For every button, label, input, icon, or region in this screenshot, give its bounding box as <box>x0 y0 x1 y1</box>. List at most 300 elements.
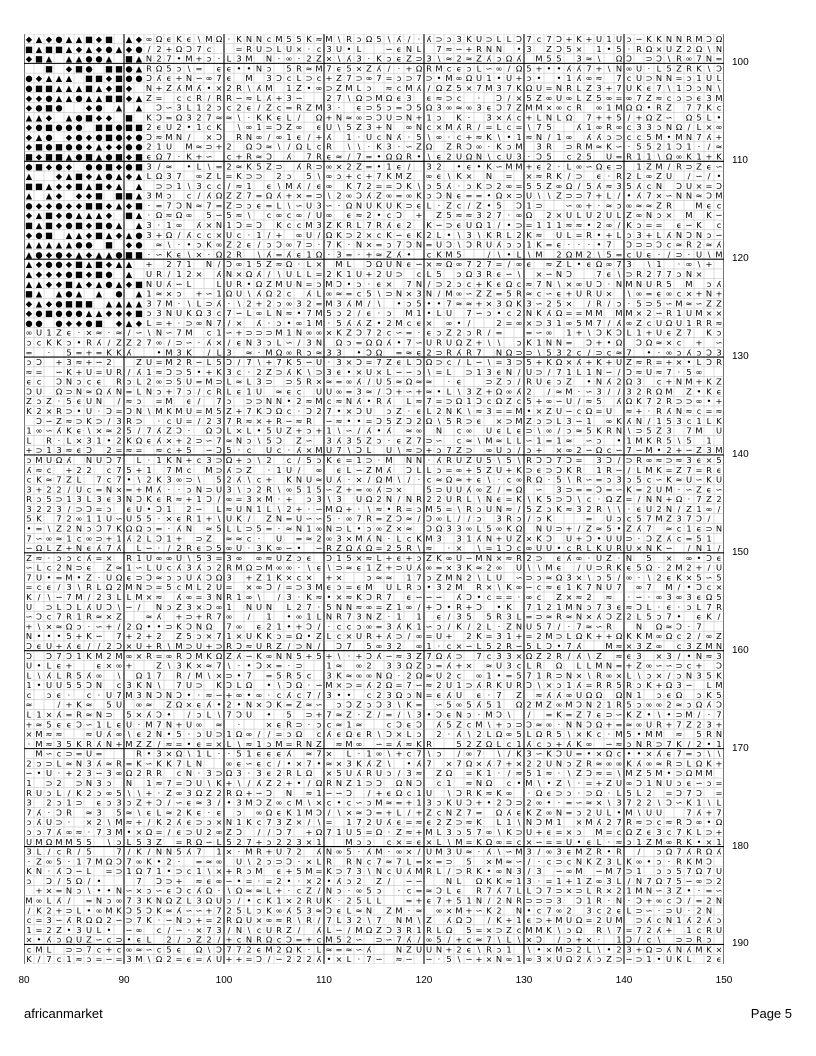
svg-text:5: 5 <box>546 347 551 357</box>
svg-text:L: L <box>217 504 222 514</box>
svg-text:▲: ▲ <box>66 230 73 240</box>
svg-text:L: L <box>707 112 712 122</box>
svg-text:2: 2 <box>46 484 51 494</box>
svg-text:ʎ: ʎ <box>357 318 362 328</box>
svg-text:c: c <box>247 445 252 455</box>
svg-text:\: \ <box>258 592 261 602</box>
svg-text:ϵ: ϵ <box>356 563 361 573</box>
svg-text:⊃: ⊃ <box>676 661 683 671</box>
svg-text:=: = <box>176 739 183 749</box>
svg-text:3: 3 <box>326 347 331 357</box>
svg-text:ↄ: ↄ <box>537 416 542 426</box>
svg-text:Ͻ: Ͻ <box>226 680 232 690</box>
svg-text:ϵ: ϵ <box>96 377 101 387</box>
svg-text:Ͻ: Ͻ <box>186 44 192 54</box>
svg-text:◆: ◆ <box>86 269 93 279</box>
svg-text:/: / <box>248 612 251 622</box>
svg-text:⊃: ⊃ <box>96 533 103 543</box>
svg-text:ʎ: ʎ <box>437 719 442 729</box>
svg-text:Ω: Ω <box>116 572 123 582</box>
svg-text:■: ■ <box>135 308 143 318</box>
svg-text:N: N <box>406 494 412 504</box>
svg-text:Ω: Ω <box>156 152 163 162</box>
svg-text:c: c <box>457 200 462 210</box>
svg-text:M: M <box>165 396 172 406</box>
svg-text:×: × <box>256 494 263 504</box>
svg-text:1: 1 <box>716 739 721 749</box>
svg-text:L: L <box>607 191 612 201</box>
svg-text:·: · <box>708 710 711 720</box>
svg-text:×: × <box>236 426 243 436</box>
svg-text:∞: ∞ <box>156 377 163 387</box>
svg-text:3: 3 <box>236 768 241 778</box>
svg-text:K: K <box>146 112 152 122</box>
svg-text:≈: ≈ <box>596 768 603 778</box>
svg-text:ϵ: ϵ <box>116 719 121 729</box>
svg-text:U: U <box>346 768 352 778</box>
svg-text:U: U <box>96 455 102 465</box>
svg-text:·: · <box>488 690 491 700</box>
svg-text:⊃: ⊃ <box>396 563 403 573</box>
svg-text:R: R <box>216 386 222 396</box>
svg-text:K: K <box>136 680 142 690</box>
svg-text:∽: ∽ <box>126 602 133 612</box>
svg-text:·: · <box>528 152 531 162</box>
svg-text:5: 5 <box>336 318 341 328</box>
svg-text:U: U <box>76 484 82 494</box>
svg-text:/: / <box>268 230 271 240</box>
svg-text:U: U <box>156 563 162 573</box>
svg-text:Z: Z <box>286 553 292 563</box>
svg-text:/: / <box>308 778 311 788</box>
svg-text:2: 2 <box>186 504 191 514</box>
svg-text:×: × <box>396 729 403 739</box>
svg-text:ϵ: ϵ <box>226 63 231 73</box>
svg-text:N: N <box>146 279 152 289</box>
svg-text:2: 2 <box>356 230 361 240</box>
svg-text:5: 5 <box>216 406 221 416</box>
svg-text:ϵ: ϵ <box>436 612 441 622</box>
svg-text:∽: ∽ <box>596 621 603 631</box>
svg-text:·: · <box>418 475 421 485</box>
svg-text:Ͻ: Ͻ <box>586 338 592 348</box>
svg-text:·: · <box>388 533 391 543</box>
svg-text:ϵ: ϵ <box>606 269 611 279</box>
svg-text:ↄ: ↄ <box>717 328 722 338</box>
svg-text:5: 5 <box>336 768 341 778</box>
svg-text:1: 1 <box>36 710 41 720</box>
svg-text:/: / <box>468 318 471 328</box>
svg-text:c: c <box>37 338 42 348</box>
svg-text:1: 1 <box>196 494 201 504</box>
svg-text:N: N <box>146 83 152 93</box>
svg-text:ϵ: ϵ <box>436 690 441 700</box>
svg-text:K: K <box>656 465 662 475</box>
svg-text:ʎ: ʎ <box>577 73 582 83</box>
svg-text:3: 3 <box>386 621 391 631</box>
svg-text:ↄ: ↄ <box>297 553 302 563</box>
svg-text:/: / <box>608 386 611 396</box>
svg-text:U: U <box>146 357 152 367</box>
svg-text:≈: ≈ <box>306 63 313 73</box>
svg-text:\: \ <box>488 357 491 367</box>
svg-text:■: ■ <box>55 44 63 54</box>
svg-text:∽: ∽ <box>256 788 263 798</box>
svg-text:·: · <box>308 504 311 514</box>
svg-text:▲: ▲ <box>36 289 43 299</box>
svg-text:R: R <box>466 122 472 132</box>
svg-text:=: = <box>376 181 383 191</box>
svg-text:=: = <box>296 533 303 543</box>
svg-text:≈: ≈ <box>316 475 323 485</box>
svg-text:M: M <box>715 680 722 690</box>
svg-text:5: 5 <box>606 524 611 534</box>
svg-text:3: 3 <box>26 484 31 494</box>
svg-text:Z: Z <box>136 739 142 749</box>
svg-text:∽: ∽ <box>696 475 703 485</box>
svg-text:2: 2 <box>56 563 61 573</box>
svg-text:≈: ≈ <box>426 543 433 553</box>
svg-text:7: 7 <box>586 63 591 73</box>
svg-text:ʎ: ʎ <box>377 651 382 661</box>
svg-text:Ω: Ω <box>436 524 443 534</box>
svg-text:7: 7 <box>646 524 651 534</box>
svg-text:5: 5 <box>256 259 261 269</box>
svg-text:=: = <box>266 122 273 132</box>
svg-text:U: U <box>276 533 282 543</box>
svg-text:·: · <box>268 318 271 328</box>
svg-text:⊃: ⊃ <box>466 680 473 690</box>
svg-text:U: U <box>586 563 592 573</box>
svg-text:\: \ <box>498 132 501 142</box>
svg-text:ↄ: ↄ <box>617 298 622 308</box>
svg-text:M: M <box>425 504 432 514</box>
svg-text:7: 7 <box>146 426 151 436</box>
svg-text:+: + <box>606 719 613 729</box>
svg-text:N: N <box>166 719 172 729</box>
svg-text:3: 3 <box>316 494 321 504</box>
svg-text:ϵ: ϵ <box>166 34 171 44</box>
svg-text:U: U <box>456 484 462 494</box>
svg-text:∽: ∽ <box>516 641 523 651</box>
svg-text:∽: ∽ <box>146 758 153 768</box>
svg-text:■: ■ <box>85 73 93 83</box>
svg-text:U: U <box>636 249 642 259</box>
svg-text:◆: ◆ <box>106 181 113 191</box>
svg-text:⊃: ⊃ <box>46 758 53 768</box>
svg-text:N: N <box>346 396 352 406</box>
svg-text:=: = <box>686 749 693 759</box>
svg-text:K: K <box>256 406 262 416</box>
svg-text:+: + <box>66 768 73 778</box>
svg-text:ↄ: ↄ <box>157 386 162 396</box>
svg-text:5: 5 <box>456 739 461 749</box>
svg-text:R: R <box>336 612 342 622</box>
svg-text:·: · <box>198 768 201 778</box>
svg-text:1: 1 <box>706 543 711 553</box>
svg-text:▲: ▲ <box>66 34 73 44</box>
svg-text:ϵ: ϵ <box>666 328 671 338</box>
svg-text:Z: Z <box>416 142 422 152</box>
svg-text:≈: ≈ <box>536 171 543 181</box>
svg-text:\: \ <box>248 289 251 299</box>
svg-text:●: ● <box>85 318 92 328</box>
svg-text:•: • <box>37 631 42 641</box>
svg-text:•: • <box>487 200 492 210</box>
svg-text:∽: ∽ <box>176 279 183 289</box>
svg-text:M: M <box>285 181 292 191</box>
svg-text:\: \ <box>608 504 611 514</box>
svg-text:ↄ: ↄ <box>307 426 312 436</box>
svg-text:3: 3 <box>686 592 691 602</box>
svg-text:=: = <box>156 524 163 534</box>
svg-text:3: 3 <box>186 602 191 612</box>
svg-text:▲: ▲ <box>76 279 83 289</box>
svg-text:N: N <box>716 641 722 651</box>
svg-text:∽: ∽ <box>616 484 623 494</box>
svg-text:▲: ▲ <box>106 54 113 64</box>
svg-text:·: · <box>628 504 631 514</box>
svg-text:Ω: Ω <box>646 338 653 348</box>
svg-text:ϵ: ϵ <box>696 612 701 622</box>
svg-text:▲: ▲ <box>66 83 73 93</box>
svg-text:◆: ◆ <box>96 44 103 54</box>
svg-text:c: c <box>517 543 522 553</box>
svg-text:1: 1 <box>286 132 291 142</box>
svg-text:N: N <box>496 44 502 54</box>
svg-text:ϵ: ϵ <box>696 455 701 465</box>
svg-text:Z: Z <box>446 142 452 152</box>
svg-text:U: U <box>106 690 112 700</box>
svg-text:•: • <box>637 729 642 739</box>
svg-text:5: 5 <box>486 641 491 651</box>
svg-text:≈: ≈ <box>546 582 553 592</box>
svg-text:M: M <box>185 582 192 592</box>
svg-text:/: / <box>638 494 641 504</box>
svg-text:L: L <box>347 259 352 269</box>
svg-text:N: N <box>636 621 642 631</box>
svg-text:·: · <box>218 749 221 759</box>
svg-text:=: = <box>76 347 83 357</box>
svg-text:/: / <box>68 788 71 798</box>
svg-text:\: \ <box>218 514 221 524</box>
svg-text:\: \ <box>358 142 361 152</box>
svg-text:ʎ: ʎ <box>327 729 332 739</box>
svg-text:1: 1 <box>176 181 181 191</box>
svg-text:7: 7 <box>346 612 351 622</box>
svg-text:1: 1 <box>566 680 571 690</box>
svg-text:▲: ▲ <box>76 230 83 240</box>
svg-text:\: \ <box>488 338 491 348</box>
svg-text:N: N <box>146 386 152 396</box>
svg-text:≈: ≈ <box>636 200 643 210</box>
svg-text:=: = <box>366 152 373 162</box>
svg-text:≈: ≈ <box>296 416 303 426</box>
svg-text:U: U <box>716 426 722 436</box>
svg-text:2: 2 <box>226 83 231 93</box>
svg-text:/: / <box>478 122 481 132</box>
svg-text:≈: ≈ <box>156 367 163 377</box>
svg-text:K: K <box>416 230 422 240</box>
svg-text:Ͻ: Ͻ <box>556 44 562 54</box>
svg-text:Ͻ: Ͻ <box>156 690 162 700</box>
svg-text:=: = <box>616 152 623 162</box>
svg-text:/: / <box>118 396 121 406</box>
svg-text:≈: ≈ <box>86 710 93 720</box>
svg-text:N: N <box>666 504 672 514</box>
svg-text:2: 2 <box>646 269 651 279</box>
svg-text:Ω: Ω <box>496 191 503 201</box>
svg-text:Ω: Ω <box>446 768 453 778</box>
svg-text:M: M <box>585 308 592 318</box>
svg-text:Z: Z <box>346 328 352 338</box>
svg-text:1: 1 <box>226 602 231 612</box>
svg-text:3: 3 <box>146 220 151 230</box>
svg-text:K: K <box>116 524 122 534</box>
svg-text:×: × <box>676 357 683 367</box>
svg-text:K: K <box>476 181 482 191</box>
svg-text:Ω: Ω <box>436 651 443 661</box>
svg-text:U: U <box>446 484 452 494</box>
svg-text:7: 7 <box>216 631 221 641</box>
svg-text:3: 3 <box>156 749 161 759</box>
svg-text:=: = <box>436 661 443 671</box>
svg-text:◆: ◆ <box>86 220 93 230</box>
svg-text:1: 1 <box>656 416 661 426</box>
svg-text:M: M <box>315 396 322 406</box>
svg-text:·: · <box>578 386 581 396</box>
svg-text:U: U <box>46 641 52 651</box>
svg-text:≈: ≈ <box>76 357 83 367</box>
svg-text:▲: ▲ <box>126 230 133 240</box>
svg-text:+: + <box>236 152 243 162</box>
svg-text:⊃: ⊃ <box>366 103 373 113</box>
svg-text:●: ● <box>25 161 32 171</box>
svg-text:⊃: ⊃ <box>486 377 493 387</box>
svg-text:·: · <box>358 249 361 259</box>
svg-text:\: \ <box>428 749 431 759</box>
svg-text:1: 1 <box>676 83 681 93</box>
svg-text:L: L <box>297 269 302 279</box>
svg-text:+: + <box>636 112 643 122</box>
svg-text:U: U <box>526 621 532 631</box>
svg-text:●: ● <box>65 220 72 230</box>
svg-text:c: c <box>647 318 652 328</box>
svg-text:R: R <box>486 680 492 690</box>
svg-text:Z: Z <box>396 406 402 416</box>
svg-text:7: 7 <box>556 367 561 377</box>
column-label: 130 <box>504 975 544 986</box>
svg-text:Z: Z <box>636 768 642 778</box>
svg-text:K: K <box>256 631 262 641</box>
svg-text:K: K <box>276 700 282 710</box>
svg-text:3: 3 <box>456 612 461 622</box>
svg-text:K: K <box>396 200 402 210</box>
svg-text:5: 5 <box>586 152 591 162</box>
svg-text:3: 3 <box>186 112 191 122</box>
svg-text:1: 1 <box>556 602 561 612</box>
svg-text:∞: ∞ <box>636 719 643 729</box>
svg-text:•: • <box>187 739 192 749</box>
svg-text:ↄ: ↄ <box>627 475 632 485</box>
svg-text:ϵ: ϵ <box>436 171 441 181</box>
svg-text:▲: ▲ <box>116 171 123 181</box>
svg-text:K: K <box>426 220 432 230</box>
svg-text:1: 1 <box>486 670 491 680</box>
svg-text:c: c <box>77 553 82 563</box>
svg-text:M: M <box>445 73 452 83</box>
svg-text:•: • <box>397 298 402 308</box>
svg-text:K: K <box>256 651 262 661</box>
svg-text:≈: ≈ <box>266 553 273 563</box>
svg-text:N: N <box>166 690 172 700</box>
svg-text:≈: ≈ <box>336 719 343 729</box>
svg-text:=: = <box>476 191 483 201</box>
svg-text:N: N <box>386 122 392 132</box>
svg-text:U: U <box>486 504 492 514</box>
svg-text:M: M <box>615 729 622 739</box>
svg-text:=: = <box>26 582 33 592</box>
svg-text:▲: ▲ <box>26 240 33 250</box>
svg-text:⊃: ⊃ <box>146 582 153 592</box>
svg-text:+: + <box>666 719 673 729</box>
svg-text:5: 5 <box>526 504 531 514</box>
svg-text:·: · <box>678 259 681 269</box>
svg-text:·: · <box>468 112 471 122</box>
svg-text:1: 1 <box>696 416 701 426</box>
svg-text:c: c <box>457 670 462 680</box>
svg-text:U: U <box>666 171 672 181</box>
svg-text:ↄ: ↄ <box>277 298 282 308</box>
svg-text:3: 3 <box>526 44 531 54</box>
svg-text:Ͻ: Ͻ <box>336 641 342 651</box>
svg-text:R: R <box>606 680 612 690</box>
svg-text:ʎ: ʎ <box>227 465 232 475</box>
svg-text:•: • <box>547 63 552 73</box>
svg-text:/: / <box>88 592 91 602</box>
svg-text:\: \ <box>538 778 541 788</box>
svg-text:/: / <box>128 328 131 338</box>
svg-text:3: 3 <box>436 582 441 592</box>
svg-text:ʎ: ʎ <box>637 181 642 191</box>
svg-text:R: R <box>606 465 612 475</box>
svg-text:⊃: ⊃ <box>516 347 523 357</box>
svg-text:M: M <box>685 710 692 720</box>
svg-text:·: · <box>248 367 251 377</box>
svg-text:/: / <box>588 347 591 357</box>
svg-text:c: c <box>717 220 722 230</box>
svg-text:×: × <box>166 435 173 445</box>
svg-text:5: 5 <box>646 426 651 436</box>
svg-text:3: 3 <box>646 122 651 132</box>
svg-text:•: • <box>587 220 592 230</box>
svg-text:N: N <box>406 112 412 122</box>
svg-text:/: / <box>488 249 491 259</box>
svg-text:ↄ: ↄ <box>37 494 42 504</box>
svg-text:K: K <box>126 435 132 445</box>
svg-text:▲: ▲ <box>66 93 73 103</box>
svg-text:ↄ: ↄ <box>697 83 702 93</box>
svg-text:c: c <box>237 367 242 377</box>
svg-text:K: K <box>186 308 192 318</box>
svg-text:ʎ: ʎ <box>97 543 102 553</box>
svg-text:/: / <box>118 621 121 631</box>
svg-text:U: U <box>536 377 542 387</box>
svg-text:3: 3 <box>346 758 351 768</box>
svg-text:/: / <box>688 543 691 553</box>
svg-text:N: N <box>496 347 502 357</box>
svg-text:+: + <box>166 318 173 328</box>
